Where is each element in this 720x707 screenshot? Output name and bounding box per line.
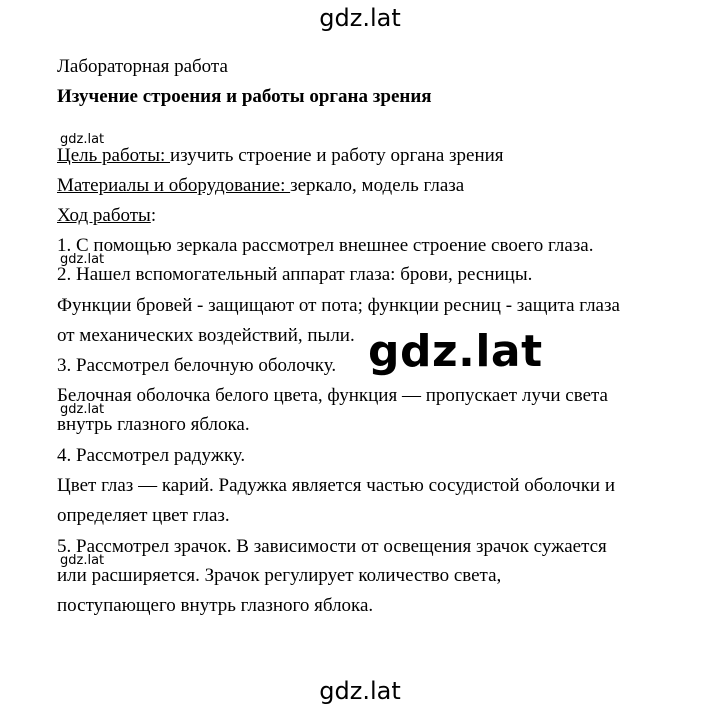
step-line: 3. Рассмотрел белочную оболочку. [57,355,337,376]
goal-text: изучить строение и работу органа зрения [170,145,504,166]
watermark-top: gdz.lat [319,4,401,32]
goal-label: Цель работы: [57,145,170,166]
step-line: поступающего внутрь глазного яблока. [57,595,374,616]
watermark-bottom: gdz.lat [319,677,401,705]
step-line: Белочная оболочка белого цвета, функция — пропускает лучи света [57,385,608,406]
materials-label: Материалы и оборудование: [57,175,291,196]
step-line: 1. С помощью зеркала рассмотрел внешнее строение своего глаза. [57,235,594,256]
step-line: Функции бровей - защищают от пота; функции ресниц - защита глаза [57,295,620,316]
materials-line [57,176,464,195]
watermark-small: gdz.lat [60,402,105,417]
step-line: Цвет глаз — карий. Радужка является частью сосудистой оболочки и [57,475,616,496]
watermark-small: gdz.lat [60,553,105,568]
goal-line [57,146,504,165]
step-line: или расширяется. Зрачок регулирует количество света, [57,565,502,586]
document-kind: Лабораторная работа [57,56,228,77]
step-line: 4. Рассмотрел радужку. [57,445,246,466]
watermark-center: gdz.lat [368,326,543,377]
step-line: от механических воздействий, пыли. [57,325,355,346]
procedure-label: Ход работы [57,205,151,226]
step-line: определяет цвет глаз. [57,505,230,526]
step-line: 2. Нашел вспомогательный аппарат глаза: брови, ресницы. [57,264,533,285]
procedure-heading: Ход работы: [57,205,157,226]
watermark-small: gdz.lat [60,132,105,147]
step-line: внутрь глазного яблока. [57,414,250,435]
step-line: 5. Рассмотрел зрачок. В зависимости от освещения зрачок сужается [57,536,607,557]
materials-text: зеркало, модель глаза [290,175,465,196]
watermark-small: gdz.lat [60,252,105,267]
document-title: Изучение строения и работы органа зрения [57,86,432,107]
